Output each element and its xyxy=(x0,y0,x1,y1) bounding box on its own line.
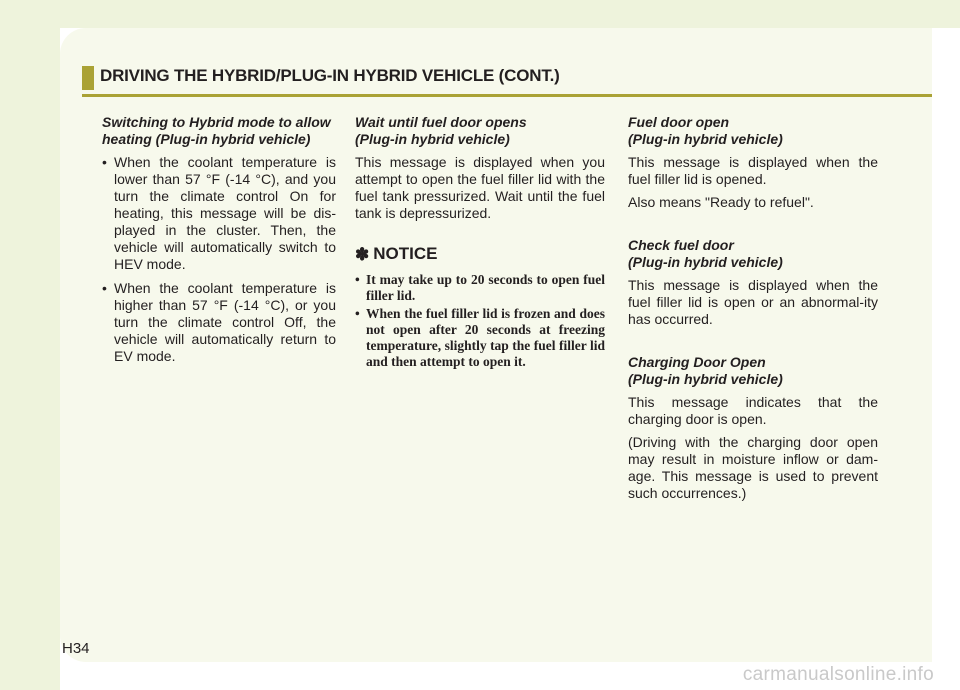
list-item: • When the coolant temperature is lower than 57 °F (-14 °C), and you turn the climate control On for heating, this message will be dis-played in the cluster. Then, the vehicle will automatically switch to HEV mode. xyxy=(102,154,336,272)
list-item: • It may take up to 20 seconds to open fuel filler lid. xyxy=(355,272,605,303)
notice-heading xyxy=(355,244,605,264)
header-accent-bar xyxy=(82,66,94,90)
notice-list xyxy=(355,272,605,370)
notice-icon: ✽ xyxy=(355,244,370,264)
heading-wait-fuel-door: Wait until fuel door opens (Plug-in hybrid vehicle) xyxy=(355,114,527,147)
section-charging-door-open xyxy=(628,354,878,502)
section-header xyxy=(82,64,932,96)
column-2 xyxy=(355,114,605,372)
heading-fuel-door-open: Fuel door open (Plug-in hybrid vehicle) xyxy=(628,114,783,147)
heading-charging-door-open: Charging Door Open (Plug-in hybrid vehicle) xyxy=(628,354,783,387)
paragraph: This message is displayed when the fuel filler lid is opened. xyxy=(628,154,878,187)
page-number: H34 xyxy=(62,640,90,657)
heading-switch-hybrid: Switching to Hybrid mode to allow heating (Plug-in hybrid vehicle) xyxy=(102,114,331,147)
paragraph: This message is displayed when the fuel filler lid is open or an abnormal-ity has occurred. xyxy=(628,277,878,327)
list-item: • When the fuel filler lid is frozen and does not open after 20 seconds at freezing temperature, slightly tap the fuel filler lid and then attempt to open it. xyxy=(355,306,605,369)
paragraph: This message is displayed when you attempt to open the fuel filler lid with the fuel tank pressurized. Wait until the fuel tank is depressurized. xyxy=(355,154,605,221)
left-band xyxy=(0,0,60,690)
header-underline xyxy=(82,94,932,97)
heading-check-fuel-door: Check fuel door (Plug-in hybrid vehicle) xyxy=(628,237,783,270)
section-title: DRIVING THE HYBRID/PLUG-IN HYBRID VEHICLE (CONT.) xyxy=(100,66,560,85)
watermark: carmanualsonline.info xyxy=(742,664,934,685)
bullet-list xyxy=(102,154,336,365)
column-1 xyxy=(102,114,336,372)
paragraph: This message indicates that the charging door is open. xyxy=(628,394,878,427)
top-band xyxy=(0,0,960,28)
column-3 xyxy=(628,114,878,502)
list-item: • When the coolant temperature is higher than 57 °F (-14 °C), or you turn the climate control Off, the vehicle will automatically return to EV mode. xyxy=(102,280,336,364)
section-fuel-door-open xyxy=(628,114,878,211)
paragraph: (Driving with the charging door open may result in moisture inflow or dam-age. This message is used to prevent such occurrences.) xyxy=(628,434,878,501)
notice-title: NOTICE xyxy=(373,244,438,263)
paragraph: Also means "Ready to refuel". xyxy=(628,194,814,210)
section-check-fuel-door xyxy=(628,237,878,328)
